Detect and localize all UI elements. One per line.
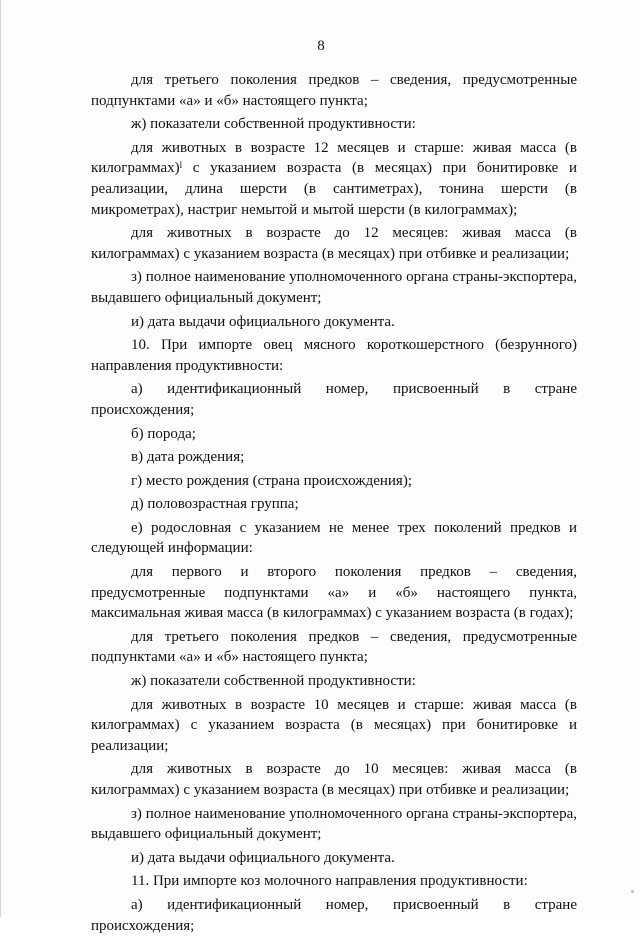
paragraph: ж) показатели собственной продуктивности: <box>131 116 416 133</box>
paragraph: г) место рождения (страна происхождения); <box>131 472 412 489</box>
document-body <box>91 70 577 936</box>
paragraph: для животных в возрасте 12 месяцев и старше: живая масса (в килограммах)ˡ с указанием возраста (в месяцах) при бонитировке и реализации, длина шерсти (в сантиметрах), тонина шерсти (в микрометрах), настриг немытой и мытой шерсти (в килограммах); <box>91 139 577 218</box>
paragraph: для первого и второго поколения предков – сведения, предусмотренные подпунктами «а» и «б» настоящего пункта, максимальная живая масса (в килограммах) с указанием возраста (в годах); <box>91 564 577 622</box>
paragraph: а) идентификационный номер, присвоенный в стране происхождения; <box>91 896 577 934</box>
paragraph: а) идентификационный номер, присвоенный в стране происхождения; <box>91 381 577 418</box>
paragraph: для животных в возрасте 10 месяцев и старше: живая масса (в килограммах) с указанием возраста (в месяцах) при бонитировке и реализации; <box>91 696 577 754</box>
scan-speck <box>631 890 634 893</box>
paragraph: ж) показатели собственной продуктивности: <box>131 673 416 690</box>
paragraph: и) дата выдачи официального документа. <box>131 313 395 330</box>
paragraph: для животных в возрасте до 10 месяцев: живая масса (в килограммах) с указанием возраста (в месяцах) при отбивке и реализации; <box>91 761 577 798</box>
paragraph: д) половозрастная группа; <box>131 496 299 513</box>
paragraph: для третьего поколения предков – сведения, предусмотренные подпунктами «а» и «б» настоящего пункта; <box>91 628 577 666</box>
paragraph: з) полное наименование уполномоченного органа страны-экспортера, выдавшего официальный документ; <box>91 805 577 843</box>
paragraph: з) полное наименование уполномоченного органа страны-экспортера, выдавшего официальный документ; <box>91 269 577 306</box>
paragraph: 10. При импорте овец мясного короткошерстного (безрунного) направления продуктивности: <box>91 337 577 374</box>
paragraph: и) дата выдачи официального документа. <box>131 849 395 866</box>
paragraph: для третьего поколения предков – сведения, предусмотренные подпунктами «а» и «б» настоящего пункта; <box>91 72 577 109</box>
paragraph: для животных в возрасте до 12 месяцев: живая масса (в килограммах) с указанием возраста (в месяцах) при отбивке и реализации; <box>91 225 577 262</box>
page-number: 8 <box>317 38 325 54</box>
paragraph: б) порода; <box>131 425 196 442</box>
paragraph: е) родословная с указанием не менее трех поколений предков и следующей информации: <box>91 519 577 557</box>
paragraph: 11. При импорте коз молочного направления продуктивности: <box>131 873 528 890</box>
paragraph: в) дата рождения; <box>131 449 245 466</box>
